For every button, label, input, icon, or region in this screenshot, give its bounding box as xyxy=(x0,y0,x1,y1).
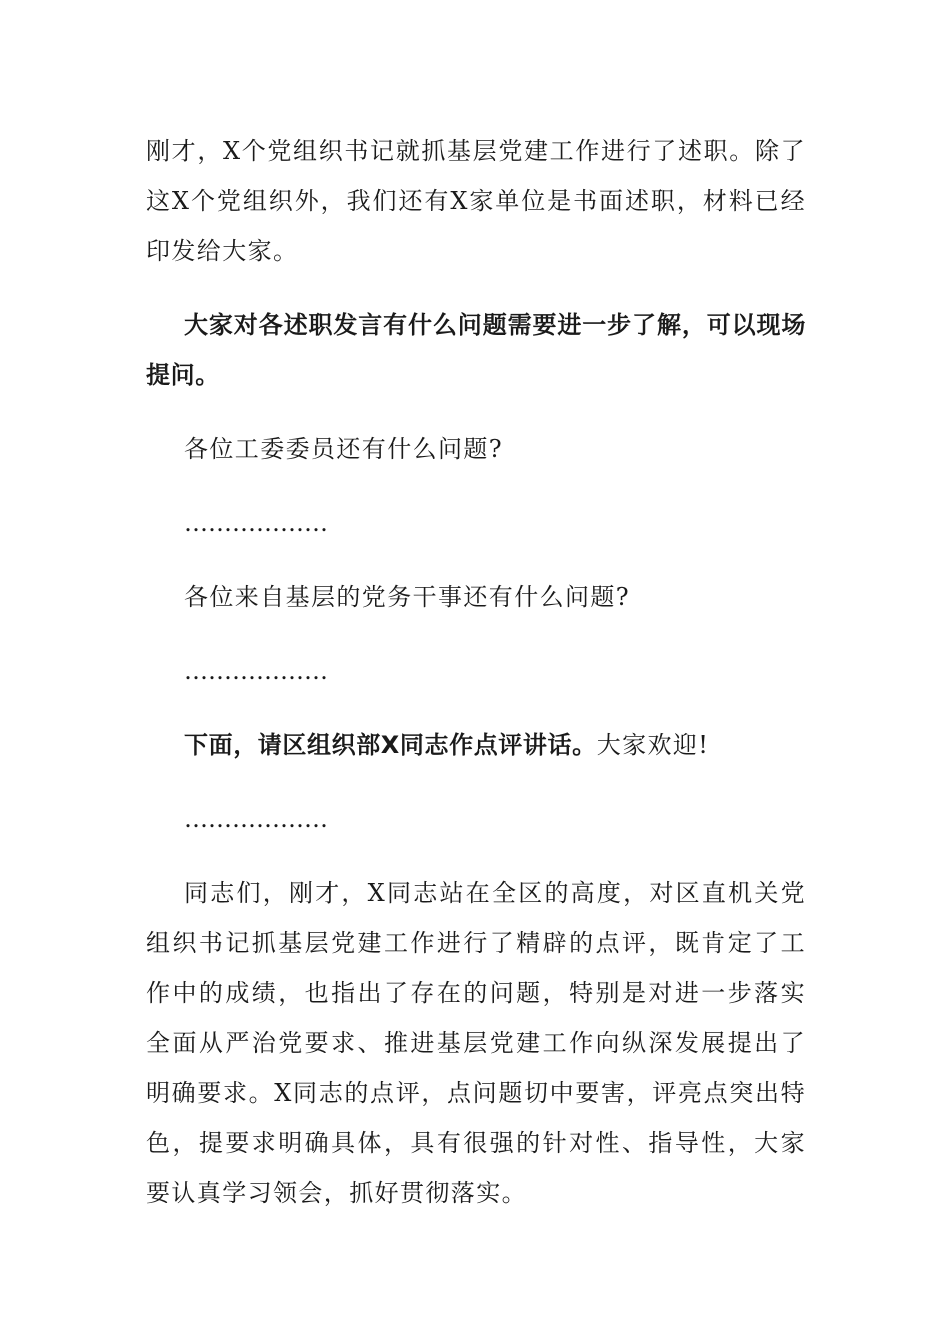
paragraph-5: 各位来自基层的党务干事还有什么问题? xyxy=(184,583,631,611)
paragraph-7-rest: 大家欢迎! xyxy=(596,731,710,759)
ellipsis-2: ……………… xyxy=(184,657,328,685)
paragraph-3: 各位工委委员还有什么问题? xyxy=(184,435,504,463)
paragraph-7 xyxy=(146,720,806,770)
paragraph-9: 同志们，刚才，X同志站在全区的高度，对区直机关党组织书记抓基层党建工作进行了精辟的点评，既肯定了工作中的成绩，也指出了存在的问题，特别是对进一步落实全面从严治党要求、推进基层党建工作向纵深发展提出了明确要求。X同志的点评，点问题切中要害，评亮点突出特色，提要求明确具体，具有很强的针对性、指导性，大家要认真学习领会，抓好贯彻落实。 xyxy=(146,879,806,1207)
paragraph-1: 刚才，X个党组织书记就抓基层党建工作进行了述职。除了这X个党组织外，我们还有X家单位是书面述职，材料已经印发给大家。 xyxy=(146,137,806,265)
paragraph-7-bold: 下面，请区组织部X同志作点评讲话。 xyxy=(184,731,597,759)
document-page xyxy=(146,126,806,1218)
paragraph-2-bold: 大家对各述职发言有什么问题需要进一步了解，可以现场提问。 xyxy=(146,311,806,389)
ellipsis-3: ……………… xyxy=(184,805,328,833)
ellipsis-1: ……………… xyxy=(184,509,328,537)
